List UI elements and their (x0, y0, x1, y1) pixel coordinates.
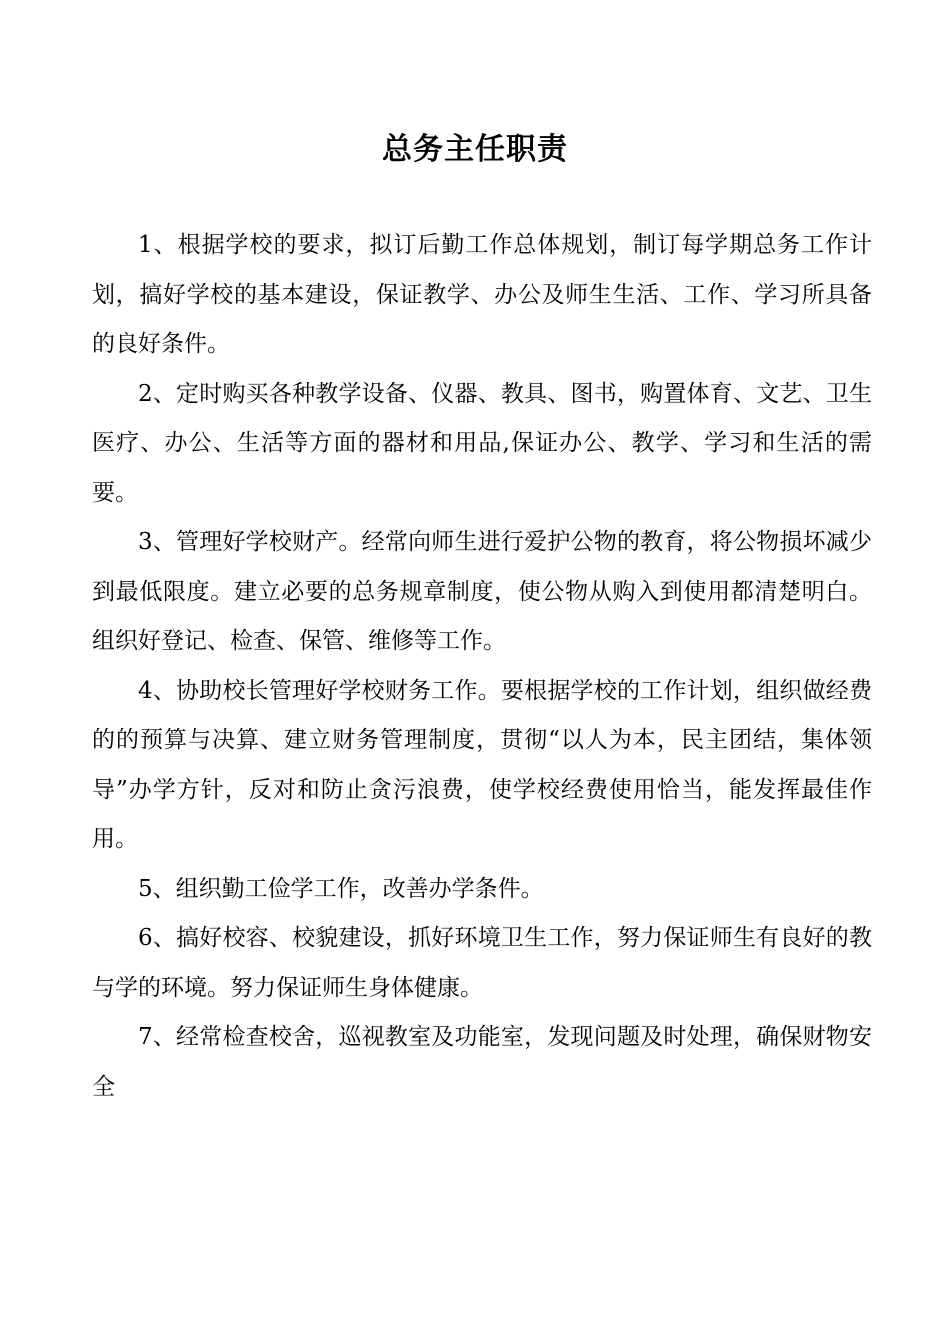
paragraph-5: 5、组织勤工俭学工作，改善办学条件。 (138, 875, 544, 902)
paragraph-6: 6、搞好校容、校貌建设，抓好环境卫生工作，努力保证师生有良好的教与学的环境。努力保证师生身体健康。 (92, 925, 872, 1001)
paragraph-1: 1、根据学校的要求，拟订后勤工作总体规划，制订每学期总务工作计划，搞好学校的基本建设，保证教学、办公及师生生活、工作、学习所具备的良好条件。 (92, 232, 872, 357)
document-body (92, 221, 872, 1112)
paragraph-2: 2、定时购买各种教学设备、仪器、教具、图书，购置体育、文艺、卫生医疗、办公、生活等方面的器材和用品,保证办公、教学、学习和生活的需要。 (92, 380, 872, 506)
page-title: 总务主任职责 (382, 132, 568, 167)
paragraph-3: 3、管理好学校财产。经常向师生进行爱护公物的教育，将公物损坏减少到最低限度。建立必要的总务规章制度，使公物从购入到使用都清楚明白。组织好登记、检查、保管、维修等工作。 (92, 529, 872, 654)
paragraph-4: 4、协助校长管理好学校财务工作。要根据学校的工作计划，组织做经费的的预算与决算、建立财务管理制度，贯彻“以人为本，民主团结，集体领导”办学方针，反对和防止贪污浪费，使学校经费使用恰当，能发挥最佳作用。 (92, 677, 872, 852)
paragraph-7: 7、经常检查校舍，巡视教室及功能室，发现问题及时处理，确保财物安全 (92, 1024, 872, 1100)
